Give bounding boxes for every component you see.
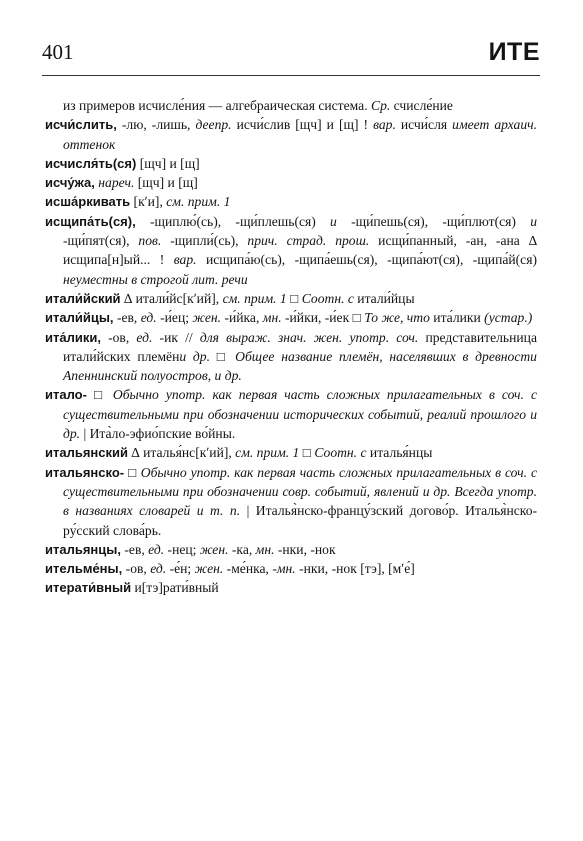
italic-annotation: ед.: [150, 561, 167, 577]
entry-text: □: [299, 445, 315, 461]
entry-text: □: [286, 290, 302, 306]
entry-text: представительница итали́йских племён: [63, 329, 537, 364]
italic-annotation: см. прим. 1: [166, 194, 231, 210]
italic-annotation: -мн.: [272, 561, 296, 577]
entry-text: | Италья̀нско-францу́зский догово́р. Италья̀нско-ру́сский слова́рь.: [63, 503, 538, 538]
entry-text: ита́лики: [429, 310, 485, 326]
entry-text: [щч] и [щ]: [136, 155, 200, 171]
entry-text: из примеров исчисле́ния — алгебраическая система.: [63, 98, 371, 113]
dictionary-entries: [45, 96, 537, 598]
dictionary-entry: [45, 154, 537, 173]
italic-annotation: и: [330, 213, 337, 229]
headword: итальянско-: [45, 464, 125, 480]
italic-annotation: неуместны в строгой лит. речи: [63, 271, 248, 287]
italic-annotation: ед.: [140, 310, 157, 326]
italic-annotation: Соотн. с: [314, 445, 367, 461]
italic-annotation: ед.: [148, 541, 165, 557]
italic-annotation: жен.: [192, 310, 222, 326]
italic-annotation: имеет архаич. оттенок: [63, 117, 537, 152]
entry-text: -ик //: [152, 329, 200, 345]
entry-text: исщипа́ю(сь), -щипа́ешь(ся), -щипа́ют(ся), -щипа́й(ся): [196, 252, 537, 268]
entry-text: -ев,: [120, 541, 149, 557]
entry-text: [щч] и [щ]: [134, 175, 198, 191]
dictionary-entry: [45, 463, 537, 540]
italic-annotation: см. прим. 1: [235, 445, 300, 461]
entry-text: исщи́панный, -ан, -ана ∆ исщипа[н]ый... !: [63, 233, 538, 268]
headword: ита́лики,: [45, 329, 101, 345]
italic-annotation: мн.: [255, 541, 275, 557]
entry-text: -лю, -лишь,: [116, 117, 196, 133]
entry-text: -нки, -нок [тэ], [мʹе́]: [295, 561, 415, 577]
headword: исчу́жа,: [45, 175, 95, 191]
entry-text: -щиплю́(сь), -щи́плешь(ся): [135, 213, 331, 229]
entry-text: италья́нцы: [366, 445, 433, 461]
italic-annotation: и др.: [179, 348, 210, 364]
entry-text: -ов,: [100, 329, 137, 345]
italic-annotation: пов.: [138, 233, 162, 249]
entry-text: -нки, -нок: [274, 541, 336, 557]
entry-text: -щипли́(сь),: [161, 233, 248, 249]
entry-text: ∆ италья́нс[кʹий],: [128, 445, 236, 461]
italic-annotation: и: [530, 213, 537, 229]
dictionary-entry: [45, 308, 537, 327]
entry-text: итали́йцы: [353, 290, 415, 306]
entry-text: -ов,: [122, 561, 151, 577]
dictionary-entry: [45, 115, 537, 154]
headword: ительме́ны,: [45, 561, 123, 577]
dictionary-entry: [45, 192, 537, 211]
section-letters: ИТЕ: [488, 38, 540, 66]
entry-text: -нец;: [164, 541, 200, 557]
headword: исчисля́ть(ся): [45, 155, 137, 171]
headword: итерати́вный: [45, 580, 132, 596]
dictionary-entry: [45, 443, 537, 462]
entry-text: -и́йки, -и́ек □: [281, 310, 365, 326]
headword: итальянский: [45, 445, 128, 461]
italic-annotation: прич. страд. прош.: [247, 233, 370, 249]
italic-annotation: То же, что: [364, 310, 430, 326]
entry-text: | Ита̀ло-эфио́пские во́йны.: [80, 426, 236, 442]
headword: итало-: [45, 387, 87, 403]
entry-text: -е́н;: [166, 561, 195, 577]
dictionary-entry: [45, 289, 537, 308]
entry-text: -и́йка,: [221, 310, 263, 326]
entry-text: исчи́слив [щч] и [щ] !: [231, 117, 374, 133]
dictionary-entry: [45, 578, 537, 597]
page-number: 401: [42, 40, 74, 64]
entry-text: -щи́пят(ся),: [63, 233, 139, 249]
italic-annotation: Обычно употр. как первая часть сложных прилагательных в соч. с существительными при обозначении исторических событий, реалий прошлого и др.: [63, 387, 537, 442]
italic-annotation: для выраж. знач. жен. употр. соч.: [199, 329, 419, 345]
headword: итальянцы,: [45, 541, 121, 557]
dictionary-entry-continuation: [45, 96, 537, 115]
headword: исша́ркивать: [45, 194, 131, 210]
page-header: [42, 38, 540, 72]
entry-text: счисле́ние: [390, 98, 453, 113]
italic-annotation: Обычно употр. как первая часть сложных прилагательных в соч. с существительными при обозначении совр. событий, явлений и др. Всегда употр. в названиях словарей и т. п.: [63, 464, 537, 519]
entry-text: [кʹи],: [130, 194, 167, 210]
italic-annotation: Общее название племён, населявших в древности Апеннинский полуостров, и др.: [63, 348, 537, 384]
dictionary-entry: [45, 173, 537, 192]
italic-annotation: мн.: [262, 310, 282, 326]
entry-text: -ка,: [228, 541, 256, 557]
italic-annotation: жен.: [199, 541, 229, 557]
entry-text: □: [124, 464, 141, 480]
headword: итали́йцы,: [45, 310, 114, 326]
italic-annotation: вар.: [173, 252, 197, 268]
header-rule: [42, 75, 540, 76]
italic-annotation: нареч.: [98, 175, 135, 191]
dictionary-entry: [45, 559, 537, 578]
entry-text: ∆ итали́йс[кʹий],: [120, 290, 223, 306]
dictionary-entry: [45, 385, 537, 443]
dictionary-entry: [45, 328, 537, 386]
entry-text: исчи́сля: [395, 117, 453, 133]
headword: исщипа́ть(ся),: [45, 213, 136, 229]
italic-annotation: деепр.: [195, 117, 232, 133]
entry-text: -и́ец;: [156, 310, 193, 326]
italic-annotation: Соотн. с: [301, 290, 354, 306]
entry-text: -ме́нка,: [223, 561, 273, 577]
italic-annotation: см. прим. 1: [222, 290, 287, 306]
entry-text: -щи́пешь(ся), -щи́плют(ся): [336, 213, 531, 229]
entry-text: -ев,: [113, 310, 141, 326]
italic-annotation: Ср.: [371, 98, 391, 113]
dictionary-entry: [45, 212, 537, 289]
italic-annotation: жен.: [194, 561, 224, 577]
italic-annotation: ед.: [136, 329, 153, 345]
italic-annotation: (устар.): [484, 310, 533, 326]
headword: итали́йский: [45, 290, 121, 306]
italic-annotation: вар.: [373, 117, 396, 133]
dictionary-entry: [45, 540, 537, 559]
headword: исчи́слить,: [45, 117, 117, 133]
entry-text: □: [86, 387, 113, 403]
entry-text: и[тэ]рати́вный: [131, 580, 219, 596]
entry-text: □: [210, 348, 236, 364]
